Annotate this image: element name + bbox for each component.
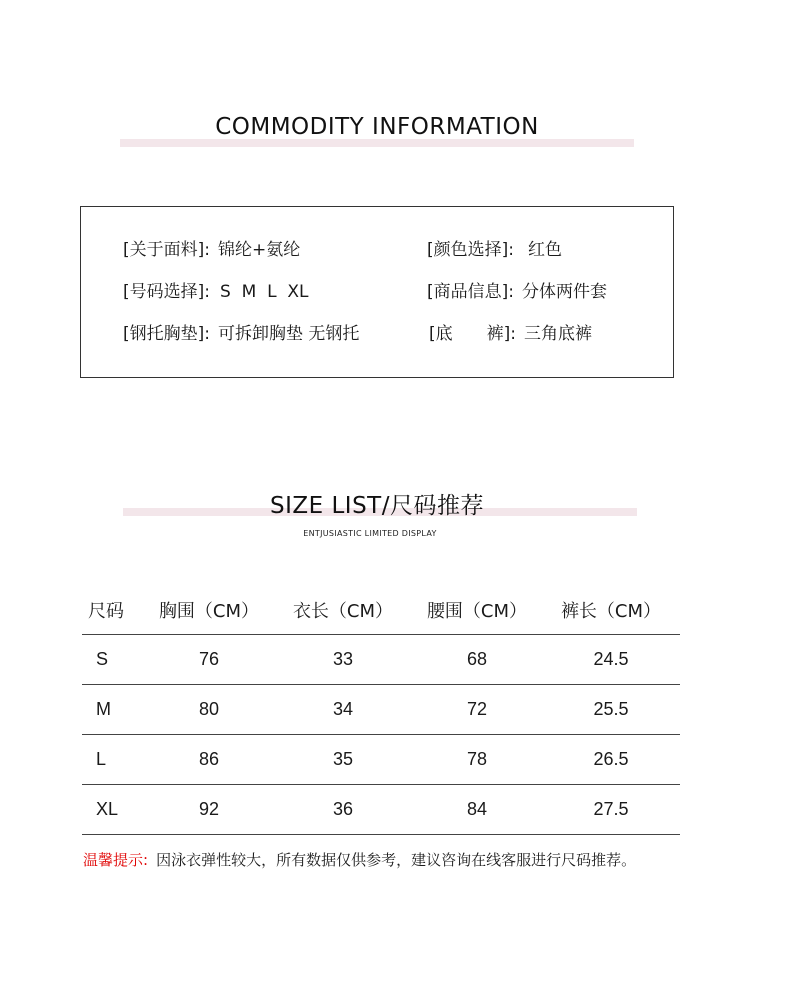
cell-bust: 92 xyxy=(144,785,274,835)
cell-bust: 80 xyxy=(144,685,274,735)
cell-pants-length: 24.5 xyxy=(542,635,680,685)
info-padding xyxy=(123,319,359,344)
cell-waist: 84 xyxy=(412,785,542,835)
warm-tip xyxy=(83,849,636,870)
header-length: 衣长（CM） xyxy=(274,586,412,635)
info-padding-label: [钢托胸垫]: xyxy=(123,324,210,344)
info-fabric-label: [关于面料]: xyxy=(123,240,210,260)
cell-length: 34 xyxy=(274,685,412,735)
size-list-subtitle: ENTJUSIASTIC LIMITED DISPLAY xyxy=(303,529,437,538)
header-bust: 胸围（CM） xyxy=(144,586,274,635)
cell-size: S xyxy=(82,635,144,685)
cell-pants-length: 25.5 xyxy=(542,685,680,735)
size-table xyxy=(82,586,680,835)
info-size xyxy=(123,277,308,302)
cell-pants-length: 27.5 xyxy=(542,785,680,835)
table-row xyxy=(82,785,680,835)
cell-bust: 86 xyxy=(144,735,274,785)
info-color-label: [颜色选择]: xyxy=(427,240,514,260)
commodity-title-underline xyxy=(120,139,634,147)
table-row xyxy=(82,735,680,785)
cell-length: 33 xyxy=(274,635,412,685)
info-bottoms xyxy=(429,319,592,344)
tip-label: 温馨提示: xyxy=(83,851,149,869)
commodity-info-box xyxy=(80,206,674,378)
table-row xyxy=(82,635,680,685)
info-fabric xyxy=(123,235,300,260)
size-list-title: SIZE LIST/尺码推荐 xyxy=(270,493,484,519)
info-product xyxy=(427,277,607,302)
cell-length: 35 xyxy=(274,735,412,785)
cell-waist: 78 xyxy=(412,735,542,785)
header-size: 尺码 xyxy=(82,586,144,635)
cell-waist: 72 xyxy=(412,685,542,735)
header-pants-length: 裤长（CM） xyxy=(542,586,680,635)
cell-size: L xyxy=(82,735,144,785)
info-color xyxy=(427,235,562,260)
info-color-value: 红色 xyxy=(528,240,562,260)
info-fabric-value: 锦纶+氨纶 xyxy=(218,240,301,260)
info-bottoms-value: 三角底裤 xyxy=(524,324,592,344)
cell-size: XL xyxy=(82,785,144,835)
info-size-value: S M L XL xyxy=(220,282,309,302)
info-size-label: [号码选择]: xyxy=(123,282,210,302)
tip-text: 因泳衣弹性较大，所有数据仅供参考，建议咨询在线客服进行尺码推荐。 xyxy=(156,851,637,869)
info-product-value: 分体两件套 xyxy=(522,282,607,302)
info-product-label: [商品信息]: xyxy=(427,282,514,302)
table-row xyxy=(82,685,680,735)
info-bottoms-label: [底 裤]: xyxy=(429,324,516,344)
header-waist: 腰围（CM） xyxy=(412,586,542,635)
cell-length: 36 xyxy=(274,785,412,835)
cell-size: M xyxy=(82,685,144,735)
commodity-title: COMMODITY INFORMATION xyxy=(215,114,539,140)
info-padding-value: 可拆卸胸垫 无钢托 xyxy=(218,324,360,344)
size-table-header xyxy=(82,586,680,635)
cell-waist: 68 xyxy=(412,635,542,685)
cell-pants-length: 26.5 xyxy=(542,735,680,785)
cell-bust: 76 xyxy=(144,635,274,685)
